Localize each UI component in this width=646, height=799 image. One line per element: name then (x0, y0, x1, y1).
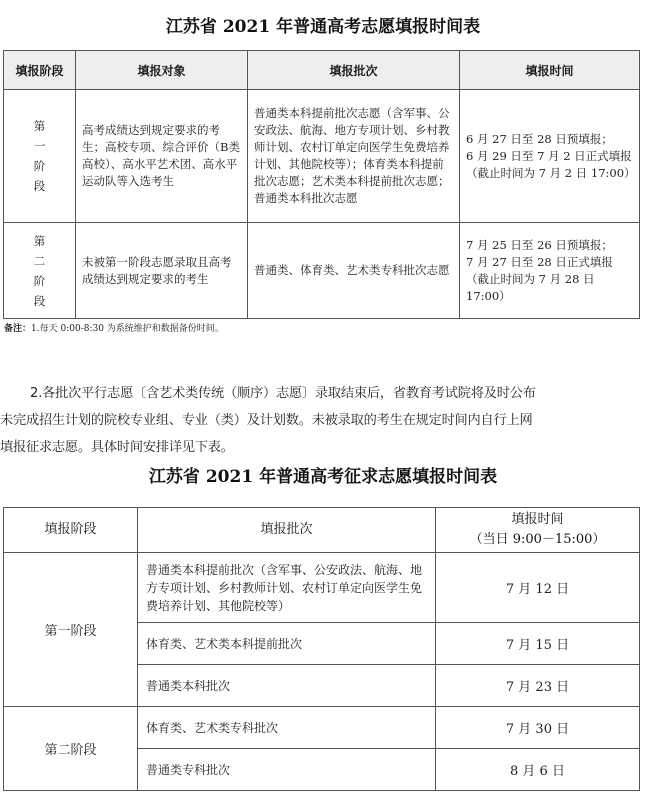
header-time: 填报时间 (460, 51, 640, 90)
header-time-label: 填报时间 (511, 512, 564, 527)
paragraph-line: 填报征求志愿。具体时间安排详见下表。 (0, 440, 234, 455)
table-header-row (4, 51, 640, 90)
target-cell: 未被第一阶段志愿录取且高考成绩达到规定要求的考生 (76, 223, 248, 319)
time-cell (460, 223, 640, 319)
date-cell: 7 月 23 日 (436, 665, 640, 707)
time-line: 6 月 27 日至 28 日预填报； (466, 131, 613, 146)
time-cell (460, 90, 640, 223)
stage-char: 二 (33, 253, 46, 268)
table-row (4, 707, 640, 749)
application-schedule-table (3, 50, 640, 319)
paragraph-line: 2.各批次平行志愿〔含艺术类传统（顺序）志愿〕录取结束后，省教育考试院将及时公布 (30, 386, 536, 401)
header-target: 填报对象 (76, 51, 248, 90)
table-row (4, 553, 640, 623)
table-header-row (4, 508, 640, 553)
batch-cell: 普通类本科提前批次志愿（含军事、公安政法、航海、地方专项计划、乡村教师计划、农村订单定向医学生免费培养计划、其他院校等）；体育类本科提前批次志愿；艺术类本科提前批次志愿；普通类本科批次志愿 (248, 90, 460, 223)
stage-cell (4, 223, 76, 319)
batch-cell: 普通类专科批次 (138, 749, 436, 791)
table2-title: 江苏省 2021 年普通高考征求志愿填报时间表 (148, 467, 498, 487)
header-stage: 填报阶段 (4, 508, 138, 553)
date-cell: 7 月 15 日 (436, 623, 640, 665)
header-batch: 填报批次 (138, 508, 436, 553)
time-line: （截止时间为 7 月 28 日 17:00） (466, 271, 595, 303)
time-line: （截止时间为 7 月 2 日 17:00） (466, 165, 636, 180)
stage-cell: 第二阶段 (4, 707, 138, 791)
batch-cell: 普通类本科提前批次（含军事、公安政法、航海、地方专项计划、乡村教师计划、农村订单定向医学生免费培养计划、其他院校等） (138, 553, 436, 623)
stage-char: 阶 (33, 273, 46, 288)
header-time-window: （当日 9:00－15:00） (469, 532, 606, 547)
time-line: 6 月 29 日至 7 月 2 日正式填报 (466, 148, 632, 163)
date-cell: 8 月 6 日 (436, 749, 640, 791)
note-text: 1.每天 0:00-8:30 为系统维护和数据备份时间。 (31, 324, 224, 334)
header-stage: 填报阶段 (4, 51, 76, 90)
date-cell: 7 月 30 日 (436, 707, 640, 749)
time-line: 7 月 27 日至 28 日正式填报 (466, 254, 613, 269)
time-line: 7 月 25 日至 26 日预填报； (466, 237, 613, 252)
stage-char: 一 (33, 139, 46, 153)
note-label: 备注： (4, 324, 32, 334)
table1-title: 江苏省 2021 年普通高考志愿填报时间表 (165, 17, 481, 37)
stage-cell: 第一阶段 (4, 553, 138, 707)
supplementary-schedule-table (3, 507, 640, 791)
paragraph-line: 未完成招生计划的院校专业组、专业（类）及计划数。未被录取的考生在规定时间内自行上网 (0, 413, 533, 428)
stage-char: 段 (33, 293, 46, 308)
target-cell: 高考成绩达到规定要求的考生；高校专项、综合评价（B类高校）、高水平艺术团、高水平运动队等入选考生 (76, 90, 248, 223)
stage-char: 段 (33, 179, 46, 193)
table1-note (4, 321, 224, 334)
stage-char: 第 (33, 119, 46, 133)
header-batch: 填报批次 (248, 51, 460, 90)
header-time (436, 508, 640, 553)
table-row (4, 223, 640, 319)
batch-cell: 普通类本科批次 (138, 665, 436, 707)
batch-cell: 体育类、艺术类本科提前批次 (138, 623, 436, 665)
stage-cell (4, 90, 76, 223)
batch-cell: 普通类、体育类、艺术类专科批次志愿 (248, 223, 460, 319)
stage-char: 阶 (33, 159, 46, 173)
date-cell: 7 月 12 日 (436, 553, 640, 623)
batch-cell: 体育类、艺术类专科批次 (138, 707, 436, 749)
stage-char: 第 (33, 233, 46, 248)
body-paragraph (0, 380, 646, 461)
table-row (4, 90, 640, 223)
